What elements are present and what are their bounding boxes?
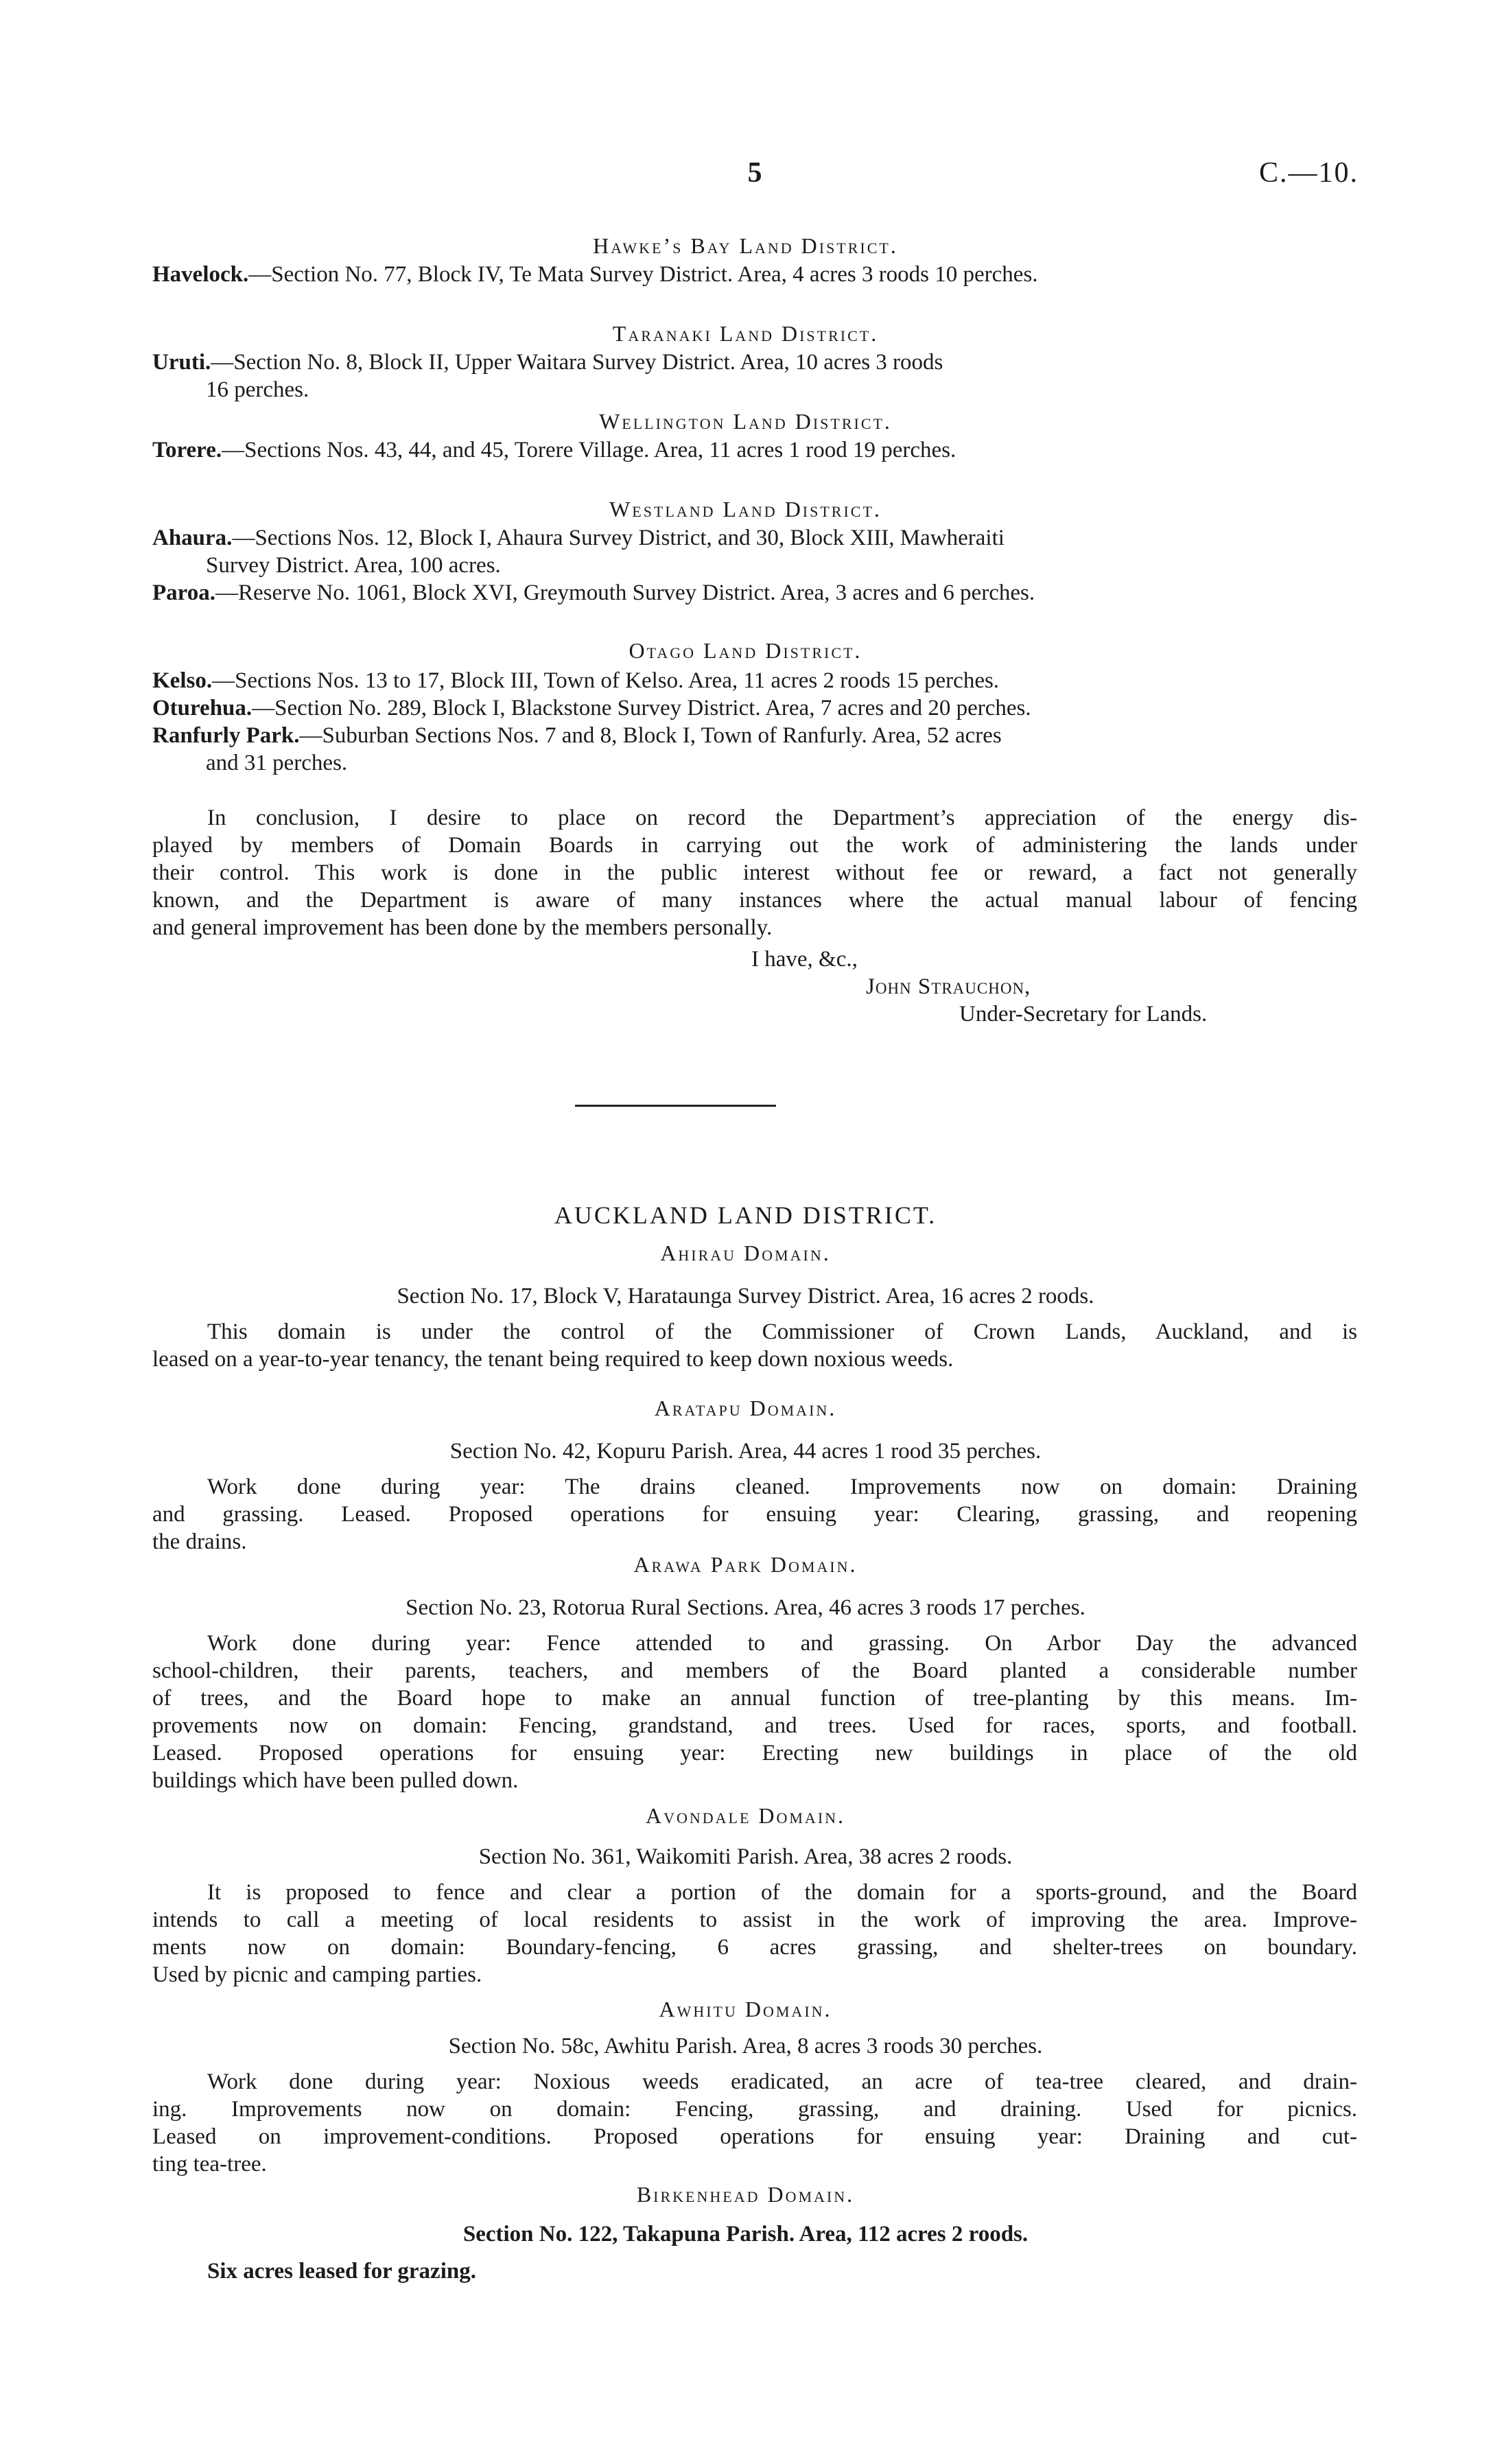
text-line: the drains. xyxy=(152,1529,247,1554)
text-line: This domain is under the control of the Commissioner of Crown Lands, Auckland, and is xyxy=(207,1319,1357,1344)
closing-salutation: I have, &c., xyxy=(751,947,858,972)
entry-text: —Sections Nos. 43, 44, and 45, Torere Village. Area, 11 acres 1 rood 19 perches. xyxy=(222,438,956,462)
text-line: It is proposed to fence and clear a portion of the domain for a sports-ground, and the Board xyxy=(207,1880,1357,1905)
section-description: Section No. 58c, Awhitu Parish. Area, 8 acres 3 roods 30 perches. xyxy=(448,2034,1043,2058)
conclusion-paragraph xyxy=(152,804,1357,941)
domain-paragraph xyxy=(152,1318,1357,1373)
domain-heading: Ahirau Domain. xyxy=(660,1241,831,1265)
text-line: and grassing. Leased. Proposed operations for ensuing year: Clearing, grassing, and reopening xyxy=(152,1502,1357,1527)
district-heading: Taranaki Land District. xyxy=(612,321,879,346)
land-entry xyxy=(152,436,1357,464)
district-heading: Hawke’s Bay Land District. xyxy=(593,233,898,258)
text-line: school-children, their parents, teachers, and members of the Board planted a considerable number xyxy=(152,1658,1357,1683)
entry-text-continued: and 31 perches. xyxy=(206,751,348,775)
text-line: and general improvement has been done by the members personally. xyxy=(152,915,773,940)
text-line: In conclusion, I desire to place on record the Department’s appreciation of the energy dis- xyxy=(207,806,1357,830)
entry-name: Kelso. xyxy=(152,668,213,693)
text-line: Leased on improvement-conditions. Proposed operations for ensuing year: Draining and cut- xyxy=(152,2124,1357,2149)
land-entry xyxy=(152,722,1357,777)
entry-name: Paroa. xyxy=(152,580,215,605)
entry-name: Oturehua. xyxy=(152,696,253,720)
section-description: Section No. 122, Takapuna Parish. Area, 112 acres 2 roods. xyxy=(462,2222,1029,2246)
land-entry xyxy=(152,667,1357,694)
entry-text: —Section No. 8, Block II, Upper Waitara Survey District. Area, 10 acres 3 roods xyxy=(211,350,943,375)
text-line: Work done during year: Fence attended to and grassing. On Arbor Day the advanced xyxy=(207,1631,1357,1656)
page-number: 5 xyxy=(747,157,762,189)
domain-paragraph xyxy=(152,1879,1357,1988)
domain-paragraph xyxy=(152,2257,1357,2285)
signatory-title: Under-Secretary for Lands. xyxy=(959,1002,1208,1026)
section-divider xyxy=(575,1105,776,1107)
domain-heading: Birkenhead Domain. xyxy=(636,2182,855,2207)
land-entry xyxy=(152,524,1357,579)
entry-name: Torere. xyxy=(152,438,222,462)
entry-text: —Section No. 77, Block IV, Te Mata Survey District. Area, 4 acres 3 roods 10 perches. xyxy=(248,262,1038,287)
section-description: Section No. 42, Kopuru Parish. Area, 44 acres 1 rood 35 perches. xyxy=(449,1439,1042,1464)
entry-text-continued: Survey District. Area, 100 acres. xyxy=(206,553,501,578)
domain-heading: Awhitu Domain. xyxy=(659,1997,832,2021)
text-line: ing. Improvements now on domain: Fencing, grassing, and draining. Used for picnics. xyxy=(152,2097,1357,2122)
domain-paragraph xyxy=(152,2068,1357,2178)
entry-text: —Sections Nos. 12, Block I, Ahaura Survey District, and 30, Block XIII, Mawheraiti xyxy=(232,526,1005,550)
district-heading: AUCKLAND LAND DISTRICT. xyxy=(554,1201,937,1229)
section-description: Section No. 361, Waikomiti Parish. Area, 38 acres 2 roods. xyxy=(478,1844,1013,1869)
district-heading: Westland Land District. xyxy=(609,497,882,521)
entry-name: Ranfurly Park. xyxy=(152,723,300,748)
text-line: Leased. Proposed operations for ensuing year: Erecting new buildings in place of the old xyxy=(152,1741,1357,1765)
text-line: ments now on domain: Boundary-fencing, 6 acres grassing, and shelter-trees on boundary. xyxy=(152,1935,1357,1960)
entry-text: —Suburban Sections Nos. 7 and 8, Block I, Town of Ranfurly. Area, 52 acres xyxy=(299,723,1002,748)
entry-name: Havelock. xyxy=(152,262,249,287)
land-entry xyxy=(152,261,1357,288)
section-description: Section No. 23, Rotorua Rural Sections. Area, 46 acres 3 roods 17 perches. xyxy=(406,1595,1085,1620)
document-reference: C.—10. xyxy=(1258,157,1359,189)
domain-heading: Aratapu Domain. xyxy=(654,1396,837,1420)
entry-text: —Reserve No. 1061, Block XVI, Greymouth Survey District. Area, 3 acres and 6 perches. xyxy=(215,580,1035,605)
text-line: known, and the Department is aware of many instances where the actual manual labour of fencing xyxy=(152,888,1357,913)
text-line: Work done during year: Noxious weeds eradicated, an acre of tea-tree cleared, and drain- xyxy=(207,2069,1357,2094)
land-entry xyxy=(152,694,1357,722)
text-line: Work done during year: The drains cleaned. Improvements now on domain: Draining xyxy=(207,1475,1357,1499)
land-entry xyxy=(152,579,1357,607)
entry-text: —Sections Nos. 13 to 17, Block III, Town of Kelso. Area, 11 acres 2 roods 15 perches. xyxy=(212,668,1000,693)
district-heading: Wellington Land District. xyxy=(599,409,892,434)
text-line: ting tea-tree. xyxy=(152,2152,267,2176)
text-line: played by members of Domain Boards in carrying out the work of administering the lands under xyxy=(152,833,1357,858)
text-line: of trees, and the Board hope to make an annual function of tree-planting by this means. Im- xyxy=(152,1686,1357,1711)
text-line: provements now on domain: Fencing, grandstand, and trees. Used for races, sports, and football. xyxy=(152,1713,1357,1738)
domain-heading: Avondale Domain. xyxy=(645,1803,846,1828)
domain-paragraph xyxy=(152,1630,1357,1794)
district-heading: Otago Land District. xyxy=(629,638,862,663)
text-line: buildings which have been pulled down. xyxy=(152,1768,519,1793)
domain-heading: Arawa Park Domain. xyxy=(633,1552,858,1577)
text-line: intends to call a meeting of local residents to assist in the work of improving the area. Improve- xyxy=(152,1908,1357,1932)
text-line: Six acres leased for grazing. xyxy=(207,2259,476,2284)
land-entry xyxy=(152,349,1357,403)
entry-text-continued: 16 perches. xyxy=(206,377,309,402)
text-line: their control. This work is done in the public interest without fee or reward, a fact not generally xyxy=(152,860,1357,885)
text-line: leased on a year-to-year tenancy, the tenant being required to keep down noxious weeds. xyxy=(152,1347,954,1372)
signatory-name: John Strauchon, xyxy=(866,974,1031,999)
entry-name: Uruti. xyxy=(152,350,211,375)
entry-name: Ahaura. xyxy=(152,526,233,550)
domain-paragraph xyxy=(152,1473,1357,1556)
entry-text: —Section No. 289, Block I, Blackstone Survey District. Area, 7 acres and 20 perches. xyxy=(252,696,1031,720)
section-description: Section No. 17, Block V, Harataunga Survey District. Area, 16 acres 2 roods. xyxy=(397,1284,1094,1309)
text-line: Used by picnic and camping parties. xyxy=(152,1962,482,1987)
